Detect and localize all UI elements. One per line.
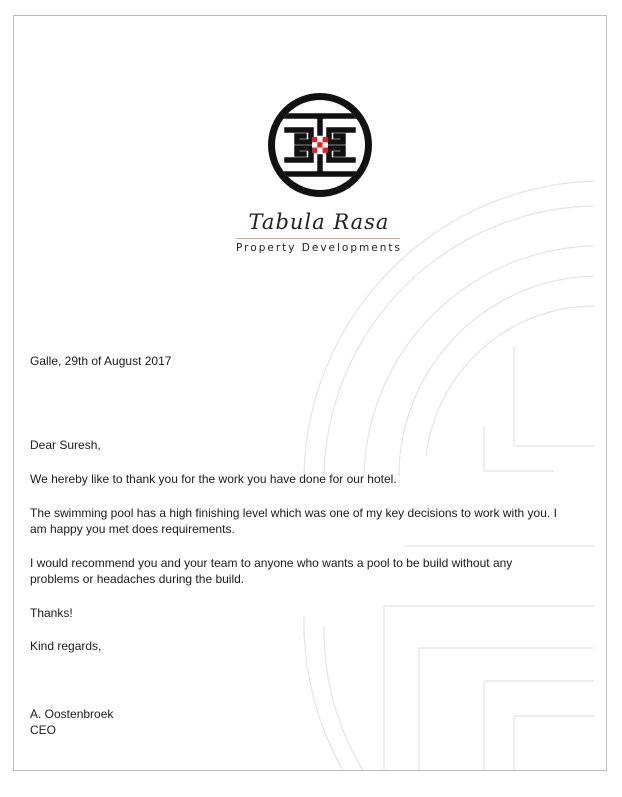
- letter-page: [13, 15, 607, 771]
- closing: Kind regards,: [30, 639, 102, 653]
- letter-paragraph: I would recommend you and your team to anyone who wants a pool to be build without any problems or headaches during the build.: [30, 556, 513, 586]
- letter-paragraph: We hereby like to thank you for the work you have done for our hotel.: [30, 472, 397, 486]
- company-tagline: Property Developments: [236, 242, 402, 254]
- salutation: Dear Suresh,: [30, 438, 101, 452]
- brand-divider: [236, 238, 400, 239]
- knot-emblem-icon: [267, 92, 373, 198]
- place-date: Galle, 29th of August 2017: [30, 354, 172, 368]
- company-name: Tabula Rasa: [248, 210, 390, 234]
- signatory-title: CEO: [30, 723, 57, 737]
- letter-paragraph: Thanks!: [30, 606, 73, 620]
- signatory-name: A. Oostenbroek: [30, 707, 114, 721]
- letter-paragraph: The swimming pool has a high finishing level which was one of my key decisions to work with you. I am happy you met does requirements.: [30, 506, 557, 536]
